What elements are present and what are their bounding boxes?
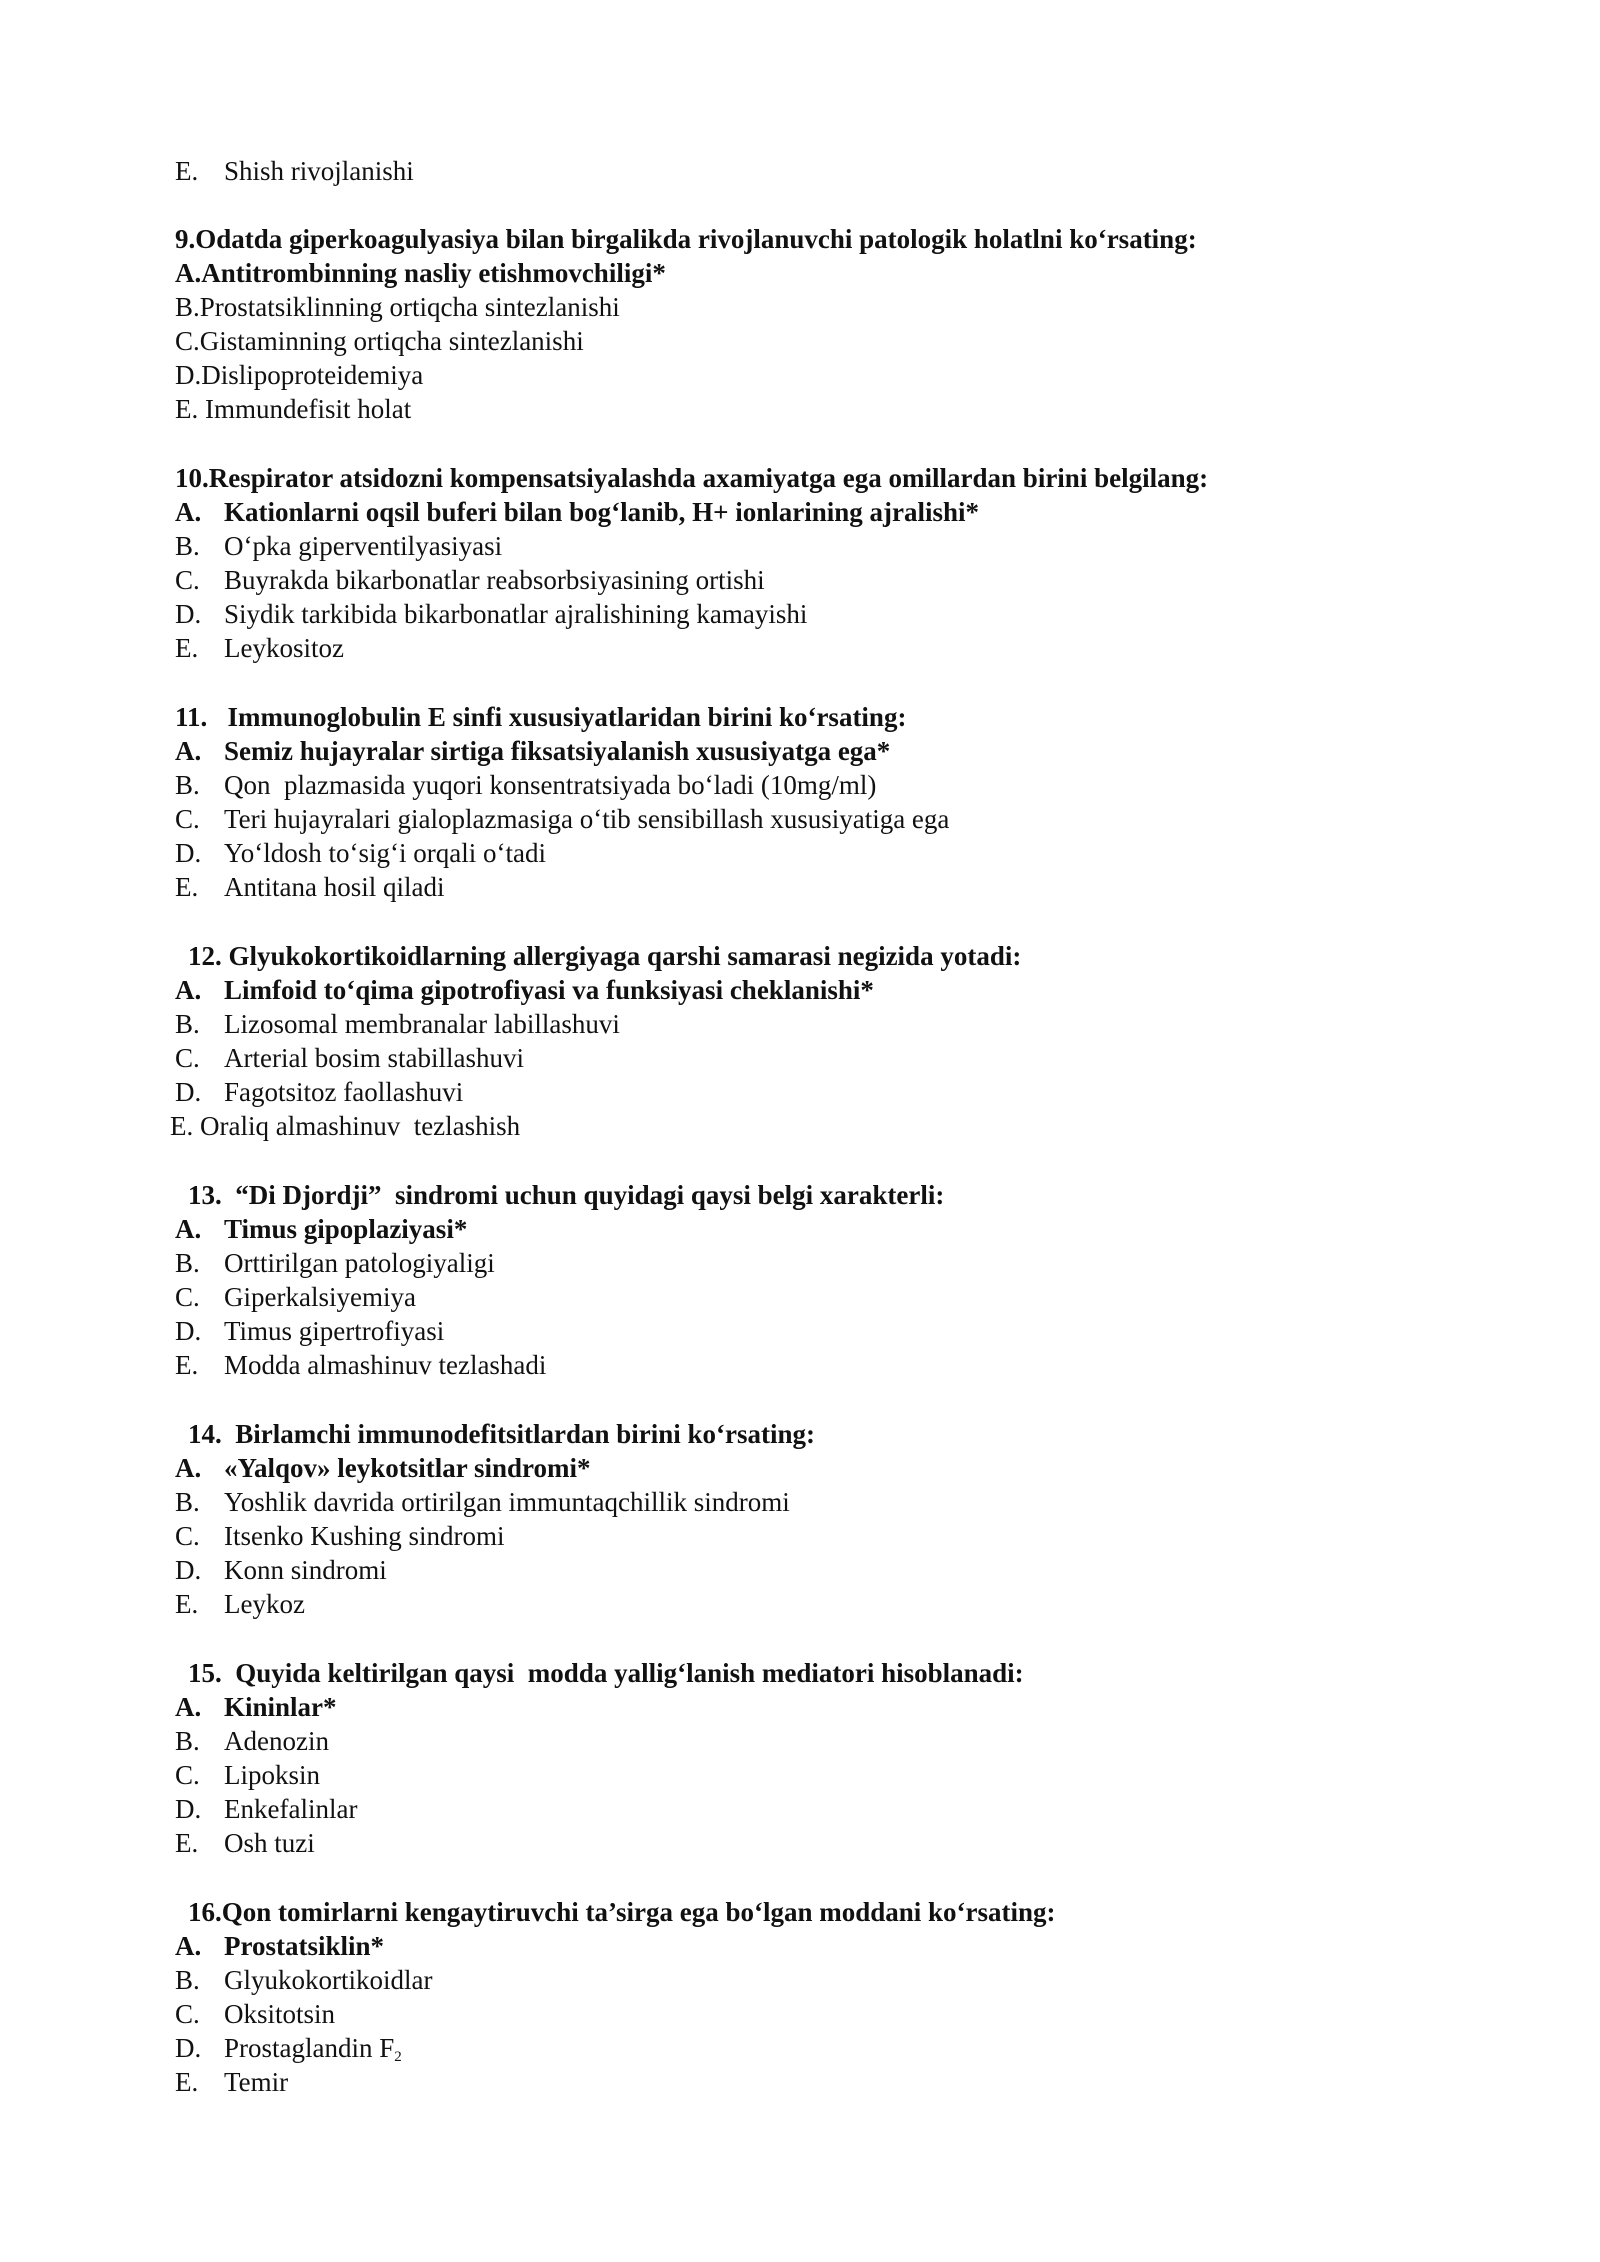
- answer-option-correct: [175, 1451, 591, 1485]
- answer-option: [175, 2065, 288, 2099]
- answer-option: [175, 1041, 524, 1075]
- answer-option: E. Immundefisit holat: [175, 394, 412, 424]
- answer-option: [175, 1587, 305, 1621]
- option-letter: A.: [175, 1214, 202, 1244]
- question-heading: 14. Birlamchi immunodefitsitlardan birini ko‘rsating:: [188, 1419, 816, 1449]
- option-text: Yo‘ldosh to‘sig‘i orqali o‘tadi: [224, 838, 546, 868]
- option-letter: C.: [175, 1521, 200, 1551]
- answer-option: [175, 802, 949, 836]
- option-text: «Yalqov» leykotsitlar sindromi*: [224, 1453, 591, 1483]
- answer-option: [175, 1485, 790, 1519]
- option-letter: D.: [175, 838, 202, 868]
- answer-option: [175, 1075, 463, 1109]
- option-text: Lipoksin: [224, 1760, 321, 1790]
- option-letter: E.: [175, 633, 199, 663]
- option-letter: E.: [175, 156, 199, 186]
- option-letter: C.: [175, 1043, 200, 1073]
- answer-option: [175, 870, 444, 904]
- option-text: Timus gipoplaziyasi*: [224, 1214, 468, 1244]
- option-text: Kininlar*: [224, 1692, 337, 1722]
- question-heading: 15. Quyida keltirilgan qaysi modda yallig‘lanish mediatori hisoblanadi:: [188, 1658, 1024, 1688]
- option-text: Temir: [224, 2067, 289, 2097]
- option-letter: B.: [175, 1487, 200, 1517]
- option-letter: A.: [175, 1453, 202, 1483]
- answer-option: [175, 1792, 357, 1826]
- option-letter: D.: [175, 2033, 202, 2063]
- option-letter: B.: [175, 531, 200, 561]
- option-letter: E.: [175, 2067, 199, 2097]
- answer-option: [175, 631, 344, 665]
- question-heading: 11. Immunoglobulin E sinfi xususiyatlaridan birini ko‘rsating:: [175, 702, 907, 732]
- answer-option: [175, 154, 414, 188]
- option-text: Semiz hujayralar sirtiga fiksatsiyalanish xususiyatga ega*: [224, 736, 891, 766]
- answer-option-correct: [175, 1929, 384, 1963]
- option-letter: B.: [175, 1726, 200, 1756]
- answer-option-correct: [175, 495, 979, 529]
- option-text: Shish rivojlanishi: [224, 156, 414, 186]
- question-heading: 16.Qon tomirlarni kengaytiruvchi ta’sirga ega bo‘lgan moddani ko‘rsating:: [188, 1897, 1056, 1927]
- option-letter: C.: [175, 1760, 200, 1790]
- answer-option: [175, 1348, 546, 1382]
- option-text: Prostaglandin F: [224, 2033, 395, 2063]
- option-text: Qon plazmasida yuqori konsentratsiyada bo‘ladi (10mg/ml): [224, 770, 877, 800]
- option-letter: E.: [175, 1589, 199, 1619]
- option-letter: A.: [175, 497, 202, 527]
- answer-option: [175, 563, 765, 597]
- option-letter: A.: [175, 1931, 202, 1961]
- option-letter: E.: [175, 1828, 199, 1858]
- answer-option: [175, 1826, 315, 1860]
- option-text: Yoshlik davrida ortirilgan immuntaqchillik sindromi: [224, 1487, 790, 1517]
- answer-option: C.Gistaminning ortiqcha sintezlanishi: [175, 326, 584, 356]
- option-text: Konn sindromi: [224, 1555, 387, 1585]
- option-text: Fagotsitoz faollashuvi: [224, 1077, 464, 1107]
- option-text: Siydik tarkibida bikarbonatlar ajralishining kamayishi: [224, 599, 808, 629]
- option-letter: C.: [175, 1282, 200, 1312]
- option-letter: C.: [175, 565, 200, 595]
- option-text: Limfoid to‘qima gipotrofiyasi va funksiyasi cheklanishi*: [224, 975, 874, 1005]
- option-text: Itsenko Kushing sindromi: [224, 1521, 505, 1551]
- answer-option: [175, 1280, 416, 1314]
- option-text: Lizosomal membranalar labillashuvi: [224, 1009, 620, 1039]
- answer-option-correct: A.Antitrombinning nasliy etishmovchiligi*: [175, 258, 666, 288]
- answer-option: [175, 1997, 335, 2031]
- option-text: Kationlarni oqsil buferi bilan bog‘lanib, H+ ionlarining ajralishi*: [224, 497, 980, 527]
- answer-option: [175, 1963, 432, 1997]
- answer-option: [175, 1724, 329, 1758]
- answer-option: D.Dislipoproteidemiya: [175, 360, 424, 390]
- option-text: Modda almashinuv tezlashadi: [224, 1350, 547, 1380]
- answer-option: B.Prostatsiklinning ortiqcha sintezlanishi: [175, 292, 620, 322]
- answer-option: [175, 1758, 320, 1792]
- answer-option: [175, 836, 546, 870]
- answer-option: [175, 1246, 495, 1280]
- question-heading: 13. “Di Djordji” sindromi uchun quyidagi qaysi belgi xarakterli:: [188, 1180, 945, 1210]
- option-letter: B.: [175, 1009, 200, 1039]
- option-letter: D.: [175, 599, 202, 629]
- option-text: Buyrakda bikarbonatlar reabsorbsiyasining ortishi: [224, 565, 765, 595]
- option-letter: D.: [175, 1077, 202, 1107]
- option-text: Adenozin: [224, 1726, 329, 1756]
- answer-option-correct: [175, 1212, 467, 1246]
- answer-option: [175, 1519, 505, 1553]
- option-text: O‘pka giperventilyasiyasi: [224, 531, 503, 561]
- option-letter: B.: [175, 1965, 200, 1995]
- answer-option: [175, 597, 807, 631]
- option-text: Antitana hosil qiladi: [224, 872, 445, 902]
- answer-option: [175, 1007, 620, 1041]
- option-letter: D.: [175, 1794, 202, 1824]
- option-letter: A.: [175, 736, 202, 766]
- option-letter: D.: [175, 1316, 202, 1346]
- option-letter: A.: [175, 1692, 202, 1722]
- option-letter: B.: [175, 770, 200, 800]
- option-text: Osh tuzi: [224, 1828, 315, 1858]
- option-letter: E.: [175, 1350, 199, 1380]
- option-text: Leykositoz: [224, 633, 344, 663]
- option-text: Enkefalinlar: [224, 1794, 358, 1824]
- option-letter: B.: [175, 1248, 200, 1278]
- option-text: Prostatsiklin*: [224, 1931, 385, 1961]
- option-letter: E.: [175, 872, 199, 902]
- option-letter: A.: [175, 975, 202, 1005]
- question-heading: 10.Respirator atsidozni kompensatsiyalashda axamiyatga ega omillardan birini belgilang:: [175, 463, 1209, 493]
- answer-option-correct: [175, 1690, 337, 1724]
- answer-option: [175, 1553, 387, 1587]
- option-text: Teri hujayralari gialoplazmasiga o‘tib sensibillash xususiyatiga ega: [224, 804, 950, 834]
- option-text: Giperkalsiyemiya: [224, 1282, 416, 1312]
- option-text: Glyukokortikoidlar: [224, 1965, 433, 1995]
- option-text: Arterial bosim stabillashuvi: [224, 1043, 524, 1073]
- option-text: Orttirilgan patologiyaligi: [224, 1248, 495, 1278]
- option-text: Leykoz: [224, 1589, 305, 1619]
- answer-option: [175, 768, 876, 802]
- answer-option: [175, 2031, 402, 2065]
- answer-option-correct: [175, 734, 890, 768]
- question-heading: 12. Glyukokortikoidlarning allergiyaga qarshi samarasi negizida yotadi:: [188, 941, 1022, 971]
- answer-option: [175, 1314, 444, 1348]
- answer-option: E. Oraliq almashinuv tezlashish: [170, 1111, 521, 1141]
- option-letter: C.: [175, 804, 200, 834]
- answer-option: [175, 529, 502, 563]
- option-text: Timus gipertrofiyasi: [224, 1316, 445, 1346]
- subscript: 2: [394, 2049, 402, 2065]
- option-letter: D.: [175, 1555, 202, 1585]
- option-text: Oksitotsin: [224, 1999, 336, 2029]
- answer-option-correct: [175, 973, 874, 1007]
- question-heading: 9.Odatda giperkoagulyasiya bilan birgalikda rivojlanuvchi patologik holatlni ko‘rsating:: [175, 224, 1197, 254]
- option-letter: C.: [175, 1999, 200, 2029]
